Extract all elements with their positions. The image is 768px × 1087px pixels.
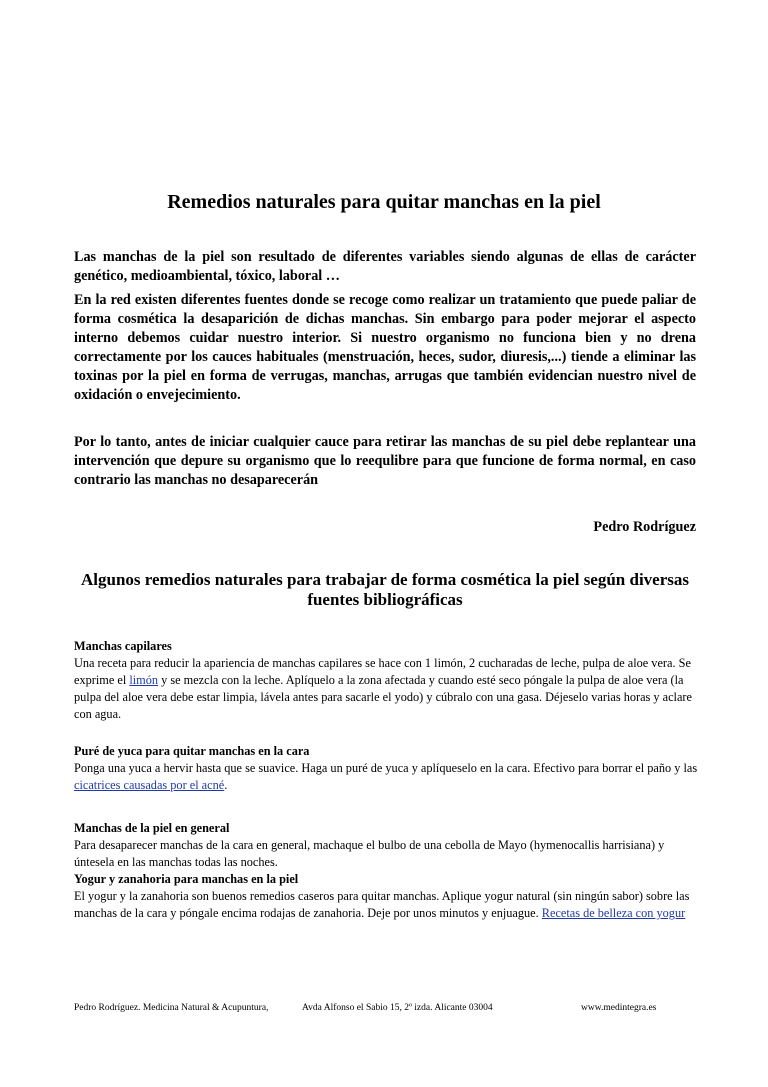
remedy-title: Manchas capilares	[74, 639, 172, 653]
remedy-manchas-general	[74, 820, 698, 871]
remedy-text: Ponga una yuca a hervir hasta que se suavice. Haga un puré de yuca y aplíqueselo en la cara. Efectivo para borrar el paño y las	[74, 761, 698, 775]
remedy-text: y se mezcla con la leche. Aplíquelo a la zona afectada y cuando esté seco póngale la pulpa de aloe vera (la pulpa del aloe vera debe estar limpia, lávela antes para sacarle el yodo) y cúbralo con una gasa. Déjeselo varias horas y aclare con agua.	[74, 673, 692, 721]
remedy-pure-de-yuca	[74, 743, 698, 794]
remedy-text: El yogur y la zanahoria son buenos remedios caseros para quitar manchas. Aplique yogur natural (sin ningún sabor) sobre las manchas de la cara y póngale encima rodajas de zanahoria. Deje por unos minutos y enjuague.	[74, 889, 690, 920]
intro-paragraph-1: Las manchas de la piel son resultado de diferentes variables siendo algunas de ellas de carácter genético, medioambiental, tóxico, laboral …	[74, 249, 696, 284]
section-title: Algunos remedios naturales para trabajar de forma cosmética la piel según diversas fuentes bibliográficas	[80, 570, 690, 609]
footer-address: Avda Alfonso el Sabio 15, 2º izda. Alicante 03004	[302, 1003, 493, 1013]
remedy-title: Puré de yuca para quitar manchas en la cara	[74, 744, 310, 758]
remedy-text: .	[224, 778, 228, 792]
remedy-yogur-zanahoria	[74, 871, 698, 922]
limon-link[interactable]: limón	[129, 673, 159, 687]
remedy-title: Manchas de la piel en general	[74, 821, 230, 835]
remedy-text: Una receta para reducir la apariencia de manchas capilares se hace con 1 limón, 2 cucharadas de leche, pulpa de aloe vera. Se exprime el	[74, 656, 691, 687]
author-signature: Pedro Rodríguez	[593, 519, 696, 535]
intro-paragraph-3: Por lo tanto, antes de iniciar cualquier cauce para retirar las manchas de su piel debe replantear una intervención que depure su organismo que lo reequlibre para que funcione de forma normal, en caso contrario las manchas no desaparecerán	[74, 434, 696, 488]
footer-website: www.medintegra.es	[581, 1003, 657, 1013]
remedy-text: Para desaparecer manchas de la cara en general, machaque el bulbo de una cebolla de Mayo (hymenocallis harrisiana) y úntesela en las manchas todas las noches.	[74, 838, 665, 869]
remedy-title: Yogur y zanahoria para manchas en la piel	[74, 872, 299, 886]
acne-scars-link[interactable]: cicatrices causadas por el acné	[74, 778, 225, 792]
intro-paragraph-2: En la red existen diferentes fuentes donde se recoge como realizar un tratamiento que puede paliar de forma cosmética la desaparición de dichas manchas. Sin embargo para poder mejorar el aspecto interno debemos cuidar nuestro interior. Si nuestro organismo no funciona bien y no drena correctamente por los cauces habituales (menstruación, heces, sudor, diuresis,...) tiende a eliminar las toxinas por la piel en forma de verrugas, manchas, arrugas que también evidencian nuestro nivel de oxidación o envejecimiento.	[74, 292, 696, 403]
remedy-manchas-capilares	[74, 638, 698, 723]
yogurt-recipes-link[interactable]: Recetas de belleza con yogur	[541, 906, 686, 920]
footer-author: Pedro Rodríguez. Medicina Natural & Acupuntura,	[74, 1003, 269, 1013]
page-title: Remedios naturales para quitar manchas en la piel	[167, 191, 601, 213]
